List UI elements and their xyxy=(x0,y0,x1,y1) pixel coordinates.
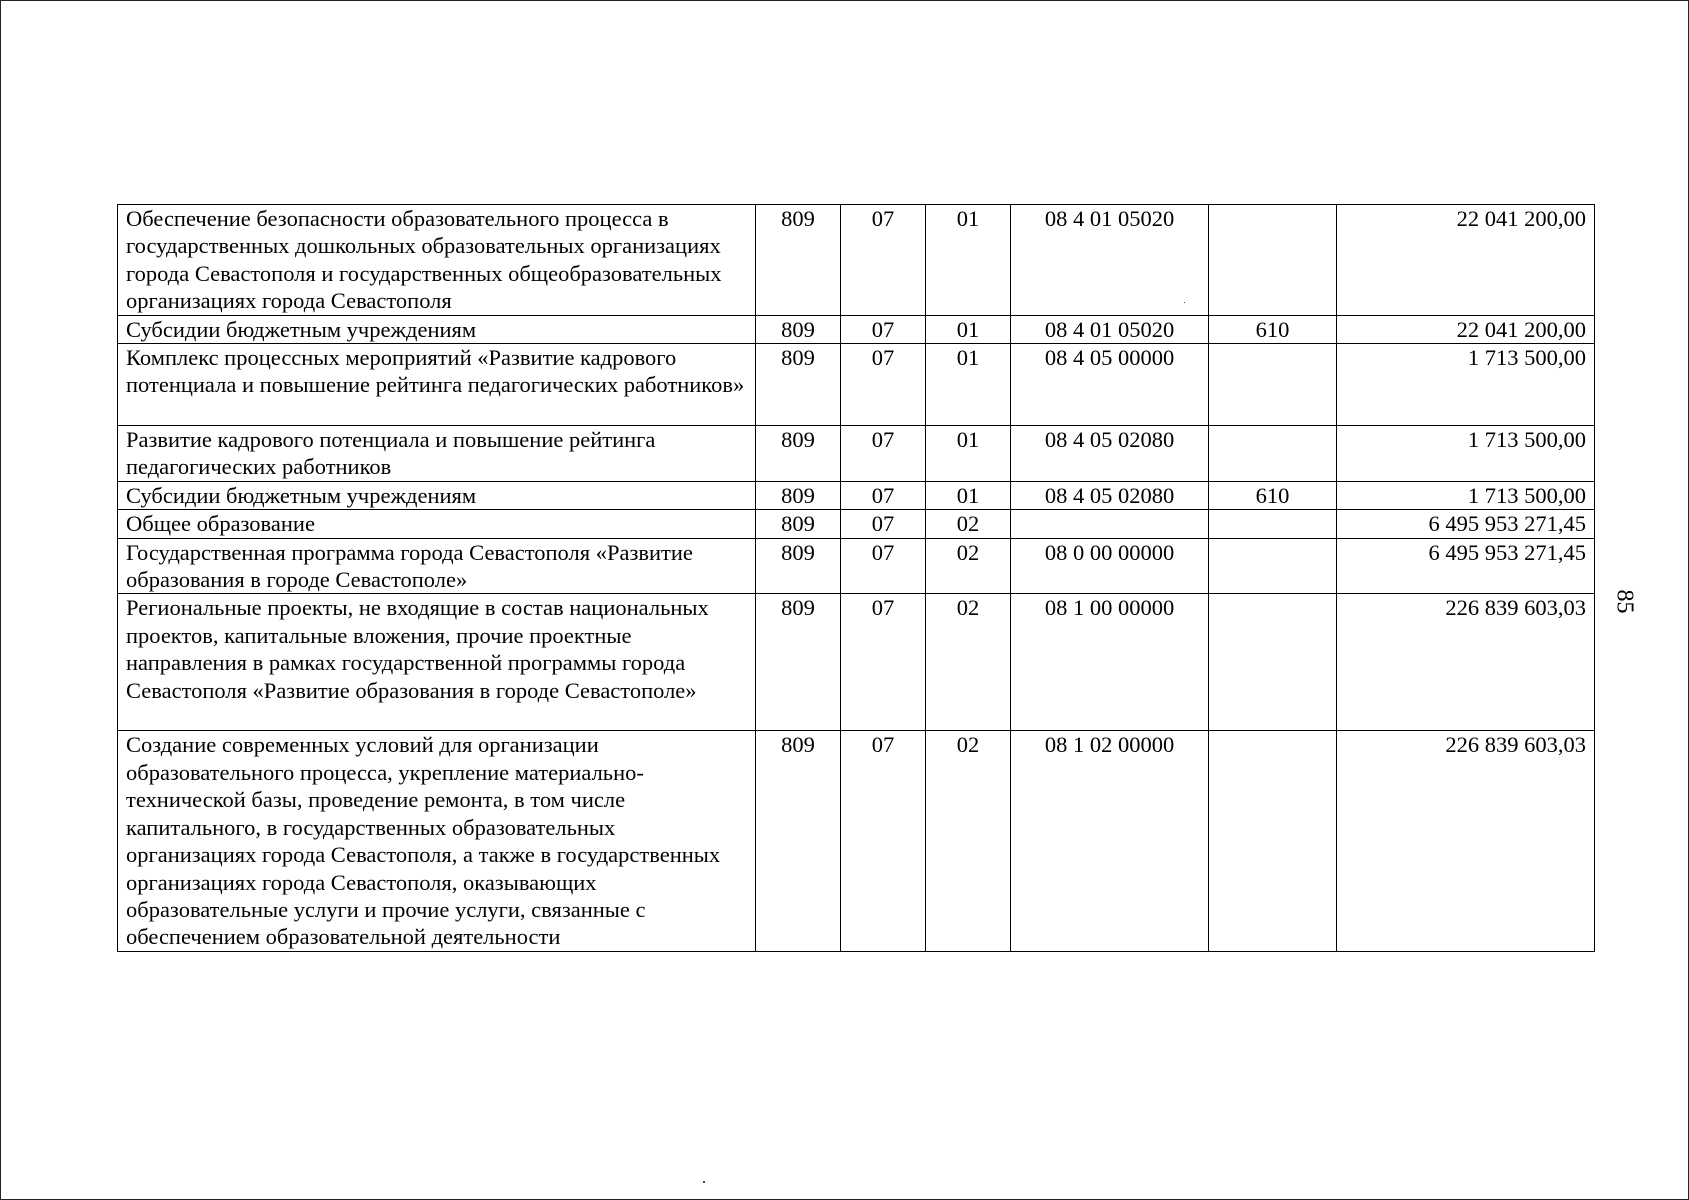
row-subsection: 02 xyxy=(926,731,1011,951)
row-expense-type xyxy=(1209,538,1337,594)
row-name: Комплекс процессных мероприятий «Развитие кадрового потенциала и повышение рейтинга педагогических работников» xyxy=(118,344,756,426)
row-amount: 1 713 500,00 xyxy=(1337,426,1595,482)
row-subsection: 02 xyxy=(926,538,1011,594)
row-subsection: 01 xyxy=(926,315,1011,343)
row-grbs: 809 xyxy=(756,731,841,951)
row-amount: 6 495 953 271,45 xyxy=(1337,510,1595,538)
row-section: 07 xyxy=(841,538,926,594)
row-name: Развитие кадрового потенциала и повышение рейтинга педагогических работников xyxy=(118,426,756,482)
row-amount: 6 495 953 271,45 xyxy=(1337,538,1595,594)
row-section: 07 xyxy=(841,731,926,951)
row-name: Государственная программа города Севастополя «Развитие образования в городе Севастополе» xyxy=(118,538,756,594)
row-expense-type: 610 xyxy=(1209,315,1337,343)
row-section: 07 xyxy=(841,510,926,538)
row-grbs: 809 xyxy=(756,481,841,509)
row-name: Общее образование xyxy=(118,510,756,538)
row-subsection: 01 xyxy=(926,426,1011,482)
row-expense-type: 610 xyxy=(1209,481,1337,509)
row-amount: 22 041 200,00 xyxy=(1337,205,1595,316)
table-row xyxy=(118,481,1595,509)
row-grbs: 809 xyxy=(756,205,841,316)
row-subsection: 01 xyxy=(926,481,1011,509)
row-expense-type xyxy=(1209,426,1337,482)
row-expense-type xyxy=(1209,594,1337,731)
row-expense-type xyxy=(1209,344,1337,426)
row-amount: 226 839 603,03 xyxy=(1337,594,1595,731)
row-section: 07 xyxy=(841,594,926,731)
row-section: 07 xyxy=(841,426,926,482)
row-name: Создание современных условий для организации образовательного процесса, укрепление материально-технической базы, проведение ремонта, в том числе капитального, в государственных образовательных организациях города Севастополя, а также в государственных организациях города Севастополя, оказывающих образовательные услуги и прочие услуги, связанные с обеспечением образовательной деятельности xyxy=(118,731,756,951)
table-row xyxy=(118,594,1595,731)
row-grbs: 809 xyxy=(756,315,841,343)
table-row xyxy=(118,205,1595,316)
table-row xyxy=(118,426,1595,482)
row-grbs: 809 xyxy=(756,426,841,482)
row-name: Региональные проекты, не входящие в состав национальных проектов, капитальные вложения, прочие проектные направления в рамках государственной программы города Севастополя «Развитие образования в городе Севастополе» xyxy=(118,594,756,731)
row-subsection: 02 xyxy=(926,594,1011,731)
row-amount: 226 839 603,03 xyxy=(1337,731,1595,951)
row-expense-type xyxy=(1209,510,1337,538)
table-row xyxy=(118,510,1595,538)
row-target-article: 08 4 01 05020 xyxy=(1011,315,1209,343)
row-subsection: 01 xyxy=(926,344,1011,426)
row-grbs: 809 xyxy=(756,510,841,538)
row-target-article: 08 4 05 02080 xyxy=(1011,426,1209,482)
row-expense-type xyxy=(1209,731,1337,951)
budget-table xyxy=(117,204,1595,952)
row-expense-type xyxy=(1209,205,1337,316)
row-target-article: 08 4 05 00000 xyxy=(1011,344,1209,426)
scan-speck xyxy=(1184,302,1185,303)
row-target-article: 08 1 02 00000 xyxy=(1011,731,1209,951)
row-target-article xyxy=(1011,510,1209,538)
row-target-article: 08 4 01 05020 xyxy=(1011,205,1209,316)
row-amount: 22 041 200,00 xyxy=(1337,315,1595,343)
row-name: Обеспечение безопасности образовательного процесса в государственных дошкольных образовательных организациях города Севастополя и государственных общеобразовательных организациях города Севастополя xyxy=(118,205,756,316)
row-name: Субсидии бюджетным учреждениям xyxy=(118,481,756,509)
row-grbs: 809 xyxy=(756,538,841,594)
row-section: 07 xyxy=(841,205,926,316)
table-row xyxy=(118,731,1595,951)
row-grbs: 809 xyxy=(756,344,841,426)
row-name: Субсидии бюджетным учреждениям xyxy=(118,315,756,343)
row-grbs: 809 xyxy=(756,594,841,731)
row-amount: 1 713 500,00 xyxy=(1337,481,1595,509)
row-target-article: 08 1 00 00000 xyxy=(1011,594,1209,731)
row-subsection: 02 xyxy=(926,510,1011,538)
row-target-article: 08 4 05 02080 xyxy=(1011,481,1209,509)
scan-speck xyxy=(703,1181,705,1183)
row-subsection: 01 xyxy=(926,205,1011,316)
table-row xyxy=(118,538,1595,594)
row-amount: 1 713 500,00 xyxy=(1337,344,1595,426)
table-row xyxy=(118,315,1595,343)
row-section: 07 xyxy=(841,344,926,426)
row-section: 07 xyxy=(841,481,926,509)
row-target-article: 08 0 00 00000 xyxy=(1011,538,1209,594)
table-row xyxy=(118,344,1595,426)
row-section: 07 xyxy=(841,315,926,343)
page-number: 85 xyxy=(1611,589,1638,614)
